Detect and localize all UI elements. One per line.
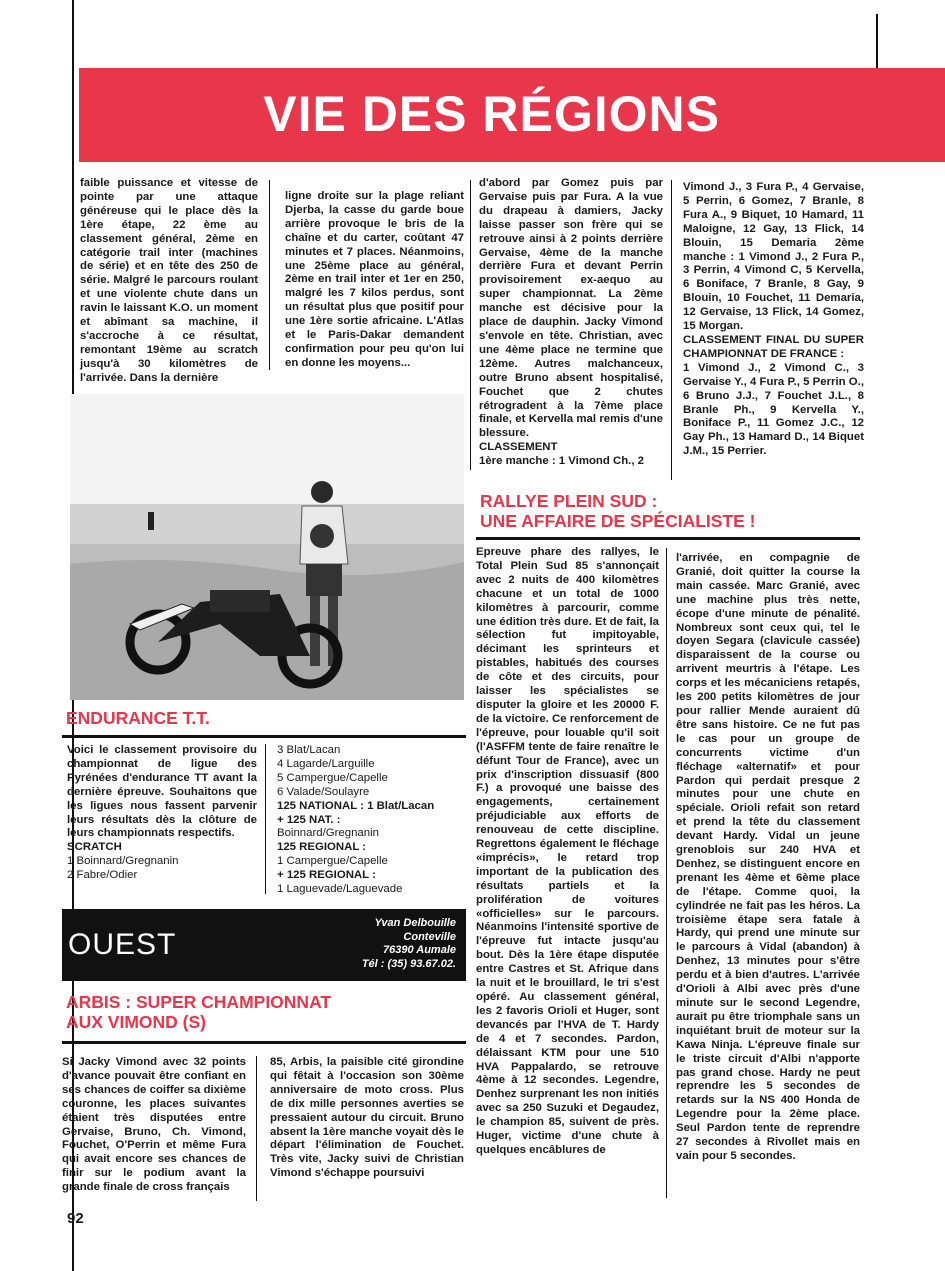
endurance-heading: ENDURANCE T.T. <box>66 708 210 728</box>
endurance-line: + 125 REGIONAL : <box>277 869 376 882</box>
section-banner <box>79 68 945 162</box>
col4-top <box>683 181 864 483</box>
photo-illustration <box>70 394 464 700</box>
scratch-line: 2 Fabre/Odier <box>67 869 138 882</box>
col1-top-text: faible puissance et vitesse de pointe par une attaque généreuse qui le place dès la 1ère étape, 22 ème au classement général, 2ème en catégorie trail inter (machines de série) et en tête des 250 de série. Malgré le parcours roulant et une violente chute dans un ravin le laissant K.O. un moment et abîmant sa machine, il s'accroche à ce résultat, remontant 19ème au scratch jusqu'à 30 kilomètres de l'arrivée. Dans la dernière <box>80 177 258 384</box>
scratch-label: SCRATCH <box>67 841 122 854</box>
endurance-line: 4 Lagarde/Larguille <box>277 757 375 770</box>
column-divider <box>265 744 266 894</box>
page-number: 92 <box>67 1210 84 1227</box>
final-classement-label: CLASSEMENT FINAL DU SUPER CHAMPIONNAT DE FRANCE : <box>683 333 864 360</box>
column-divider <box>666 548 667 1198</box>
arbis-rule <box>62 1041 466 1044</box>
rallye-heading <box>480 491 756 531</box>
col3-top-text: d'abord par Gomez puis par Gervaise puis par Fura. A la vue du drapeau à damiers, Jacky laisse passer son frère qui se retrouve ainsi à 2 points derrière Gervaise, 4ème de la manche derrière Fura et devant Perrin provisoirement ex-aequo au super championnat. La 2ème manche est décisive pour la place de dauphin. Jacky Vimond s'envole en tête. Christian, avec une 4ème place ne termine que 12ème. Autres malchanceux, outre Bruno absent hospitalisé, Fouchet que 2 chutes rétrogradent à la 7ème place finale, et Kervella mal remis d'une blessure. <box>479 177 663 440</box>
right-page-rule <box>876 14 878 70</box>
arbis-col-left: Si Jacky Vimond avec 32 points d'avance pouvait être confiant en ses chances de coiffer sa dixième couronne, les places suivantes étaient très disputées entre Gervaise, Bruno, Ch. Vimond, Fouchet, O'Perrin et même Fura qui avait encore ses chances de finir sur le podium avant la grande finale de cross français <box>62 1056 246 1194</box>
address-line: Conteville <box>403 930 456 943</box>
endurance-line: Boinnard/Gregnanin <box>277 827 379 840</box>
column-divider <box>470 180 471 470</box>
manche1-line: 1ère manche : 1 Vimond Ch., 2 <box>479 455 645 468</box>
column-divider <box>256 1056 257 1201</box>
arbis-heading <box>66 992 331 1032</box>
endurance-line: 3 Blat/Lacan <box>277 744 341 756</box>
address-line: Yvan Delbouille <box>374 917 456 929</box>
endurance-line: 6 Valade/Soulayre <box>277 785 370 798</box>
col2-top-text: ligne droite sur la plage reliant Djerba, la casse du garde boue arrière provoque le bris de la chaîne et du carter, coûtant 47 minutes et 7 places. Néanmoins, une 25ème place au général, 2ème en trail inter et 1er en 250, malgré les 7 kilos perdus, sont un résultat plus que positif pour une 1ère sortie africaine. L'Atlas et le Paris-Dakar demandent confirmation pour peu qu'on lui en donne les moyens... <box>285 190 464 369</box>
address-line: Tél : (35) 93.67.02. <box>361 957 456 970</box>
col4-results-2: 1 Vimond J., 2 Vimond C., 3 Gervaise Y., 4 Fura P., 5 Perrin O., 6 Bruno J.J., 7 Fouchet J.L., 8 Branle Ph., 9 Kervella Y., Boniface P., 11 Gomez J.C., 12 Gay Ph., 13 Hamard D., 14 Biquet J.M., 15 Perrier. <box>683 361 864 458</box>
endurance-line: 5 Campergue/Capelle <box>277 771 388 784</box>
scratch-line: 1 Boinnard/Gregnanin <box>67 855 179 868</box>
banner-title: VIE DES RÉGIONS <box>263 86 720 142</box>
endurance-line: 1 Campergue/Capelle <box>277 855 388 868</box>
classement-label: CLASSEMENT <box>479 441 558 454</box>
endurance-line: + 125 NAT. : <box>277 813 341 826</box>
endurance-intro: Voici le classement provisoire du championnat de ligue des Pyrénées d'endurance TT avant la dernière épreuve. Souhaitons que les ligues nous fassent parvenir leurs résultats dès la clôture de leurs championnats respectifs. <box>67 744 257 840</box>
ouest-label: OUEST <box>68 928 177 961</box>
arbis-heading-line: AUX VIMOND (S) <box>66 1012 206 1032</box>
endurance-line: 125 NATIONAL : 1 Blat/Lacan <box>277 799 435 812</box>
correspondent-address <box>362 917 456 971</box>
column-divider <box>269 180 270 370</box>
address-line: 76390 Aumale <box>383 944 456 956</box>
arbis-col-right: 85, Arbis, la paisible cité girondine qui fêtait à l'occasion son 30ème anniversaire de moto cross. Plus de dix mille personnes averties se pressaient autour du circuit. Bruno absent la 1ère manche voyait dès le départ l'élimination de Fouchet. Très vite, Jacky suivi de Christian Vimond s'échappe poursuivi <box>270 1056 464 1180</box>
column-divider <box>671 180 672 480</box>
col3-top <box>479 177 663 477</box>
rallye-col-left: Epreuve phare des rallyes, le Total Plein Sud 85 s'annonçait avec 2 nuits de 400 kilomètres chacune et un total de 1000 kilomètres à parcourir, comme une édition très dure. Et de fait, la sélection fut impitoyable, décimant les sprinteurs et pistables, habitués des courses de côte et des circuits, pour laisser les spécialistes se disputer la gloire et les 20000 F. de la victoire. Ce renforcement de l'épreuve, pour louable qu'il soit (l'ASFFM tente de faire renaître le défunt Tour de France), avec un prix d'inscription dissuasif (800 F.) a provoqué une baisse des engagements, certainement préjudiciable aux efforts de renouveau de cette discipline. Regrettons également le fléchage «imprécis», le retard trop important de la publication des résultats partiels et la prolifération de voitures «officielles» sur le parcours. Néanmoins l'intensité sportive de l'épreuve fut intacte jusqu'au bout. Dès la 1ère étape disputée entre Castres et St. Afrique dans la nuit et le brouillard, le tri s'est opéré. Au classement général, les 2 favoris Orioli et Huger, sont devancés par l'HVA de T. Hardy de 4 et 7 secondes. Pardon, délaissant KTM pour une 510 HVA Pappalardo, se retrouve 4ème à 12 secondes. Legendre, Denhez surprenant les non initiés avec sa 250 Suzuki et Degaudez, le champion 85, suivent de près. Huger, victime d'une chute à quelques encâblures de <box>476 546 659 1156</box>
rallye-heading-line: RALLYE PLEIN SUD : <box>480 491 658 511</box>
arbis-heading-line: ARBIS : SUPER CHAMPIONNAT <box>66 992 332 1012</box>
rallye-rule <box>476 537 860 540</box>
col4-results-1: Vimond J., 3 Fura P., 4 Gervaise, 5 Perrin, 6 Gomez, 7 Branle, 8 Fura A., 9 Biquet, 10 Hamard, 11 Maloigne, 12 Gay, 13 Flick, 14 Blouin, 15 Demaria 2ème manche : 1 Vimond J., 2 Fura P., 3 Perrin, 4 Vimond C, 5 Kervella, 6 Boniface, 7 Branle, 8 Gay, 9 Blouin, 10 Fouchet, 11 Demaria, 12 Gervaise, 13 Flick, 14 Gomez, 15 Morgan. <box>683 181 864 333</box>
rallye-col-right: l'arrivée, en compagnie de Granié, doit quitter la course la main cassée. Marc Granié, avec une machine plus très nette, écope d'une minute de pénalité. Nombreux sont ceux qui, tel le doyen Segara (clavicule cassée) disparaissent de la course ou arrivent meurtris à l'étape. Les corps et les mécaniciens retapés, les 200 petits kilomètres de jour pour rallier Mende auraient dû être sans histoire. Ce ne fut pas le cas pour un groupe de concurrents victime d'un fléchage «alternatif» et pour Pardon qui perdait presque 2 minutes pour une chute en spéciale. Orioli refait son retard et prend la tête du classement devant Hardy. Vidal un jeune grenoblois sur 240 HVA et Denhez, se distinguent encore en prenant les 4ème et 6ème place de l'étape. Comme quoi, la cylindrée ne fait pas les héros. La troisième étape sera fatale à Hardy, qui prend une minute sur le parcours à Vidal (abandon) à Denhez, 13 minutes pour s'être perdu et à bien d'autres. L'arrivée d'Orioli à Albi avec près d'une minute sur le second Legendre, aurait pu être triomphale sans un inquiétant bruit de moteur sur la Kawa Ninja. L'épreuve finale sur le triste circuit d'Albi n'apporte pas grand chose. Hardy ne peut reprendre les 5 secondes de retards sur la NS 400 Honda de Legendre pour la 2ème place. Seul Pardon tente de reprendre 27 secondes à Rivollet mais en vain pour 5 secondes. <box>676 552 860 1162</box>
rallye-heading-line: UNE AFFAIRE DE SPÉCIALISTE ! <box>480 511 756 531</box>
endurance-right <box>277 744 467 899</box>
motorcycle-beach-photo <box>70 394 464 700</box>
endurance-line: 1 Laguevade/Laguevade <box>277 883 403 896</box>
endurance-line: 125 REGIONAL : <box>277 841 367 854</box>
ouest-region-box <box>62 909 466 981</box>
endurance-rule <box>62 735 466 738</box>
endurance-left <box>67 744 257 894</box>
